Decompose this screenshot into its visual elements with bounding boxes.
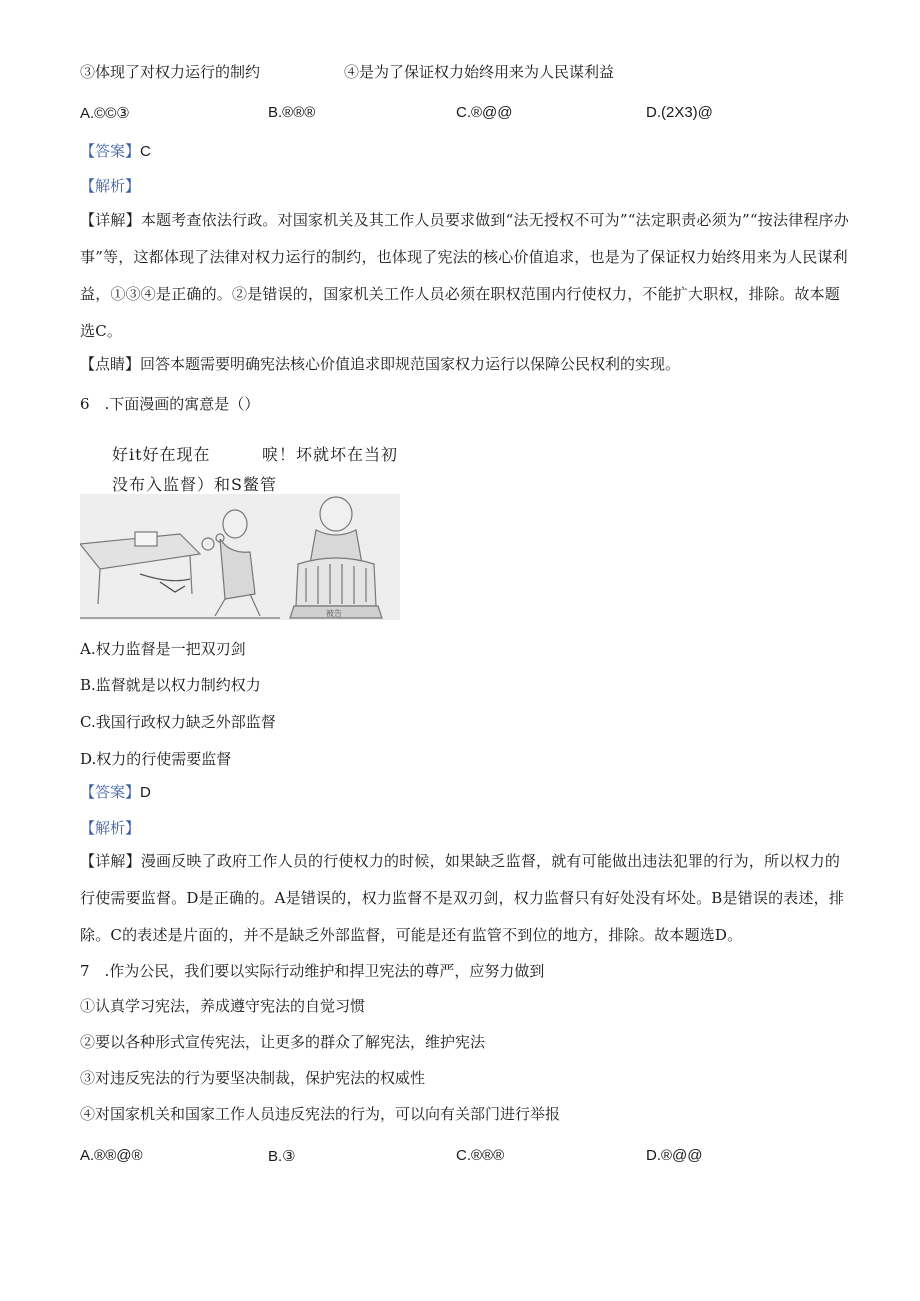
cartoon-caption-left: 好it好在现在 — [112, 445, 211, 464]
detail-text: 本题考查依法行政。对国家机关及其工作人员要求做到“法无授权不可为”“法定职责必须为”“按法律程序办事”等，这都体现了法律对权力运行的制约，也体现了宪法的核心价值追求，也是为了保证权力始终用来为人民谋利益，①③④是正确的。②是错误的，国家机关工作人员必须在职权范围内行使权力，不能扩大职权，排除。故本题选C。 — [80, 211, 849, 340]
answer-value: D — [140, 784, 151, 801]
cartoon-illustration — [80, 494, 400, 620]
q6-cartoon — [80, 436, 400, 620]
q5-statement-4: ④是为了保证权力始终用来为人民谋利益 — [344, 63, 615, 81]
q7-option-a: A.®®@® — [80, 1147, 143, 1164]
q7-option-b: B.③ — [268, 1148, 296, 1165]
detail-tag: 【详解】 — [80, 211, 141, 229]
q6-option-b: B.监督就是以权力制约权力 — [80, 676, 261, 694]
tip-text: 回答本题需要明确宪法核心价值追求即规范国家权力运行以保障公民权利的实现。 — [140, 355, 681, 373]
q7-option-d: D.®@@ — [646, 1147, 703, 1164]
q7-statement-2: ②要以各种形式宣传宪法，让更多的群众了解宪法，维护宪法 — [80, 1033, 486, 1051]
q6-option-a: A.权力监督是一把双刃剑 — [80, 640, 246, 658]
q5-tip — [80, 354, 680, 374]
answer-value: C — [140, 143, 151, 160]
detail-tag: 【详解】 — [80, 852, 141, 870]
cartoon-caption-right: 唳！坏就坏在当初 — [262, 445, 399, 464]
q5-option-d: D.(2X3)@ — [646, 104, 713, 121]
cartoon-caption-bottom: 没布入监督）和S鳖管 — [112, 475, 277, 494]
q7-statement-3: ③对违反宪法的行为要坚决制裁，保护宪法的权威性 — [80, 1069, 426, 1087]
q6-question: 6 .下面漫画的寓意是（） — [80, 395, 260, 413]
tip-tag: 【点睛】 — [80, 355, 141, 373]
q5-option-c: C.®@@ — [456, 104, 513, 121]
q6-option-c: C.我国行政权力缺乏外部监督 — [80, 713, 276, 731]
plaque-label: 被告 — [326, 609, 342, 618]
answer-tag: 【答案】 — [80, 142, 141, 160]
q7-question: 7 .作为公民，我们要以实际行动维护和捍卫宪法的尊严，应努力做到 — [80, 962, 545, 980]
q7-option-c: C.®®® — [456, 1147, 505, 1164]
q5-statement-3: ③体现了对权力运行的制约 — [80, 63, 261, 81]
q7-statement-1: ①认真学习宪法，养成遵守宪法的自觉习惯 — [80, 997, 366, 1015]
q7-statement-4: ④对国家机关和国家工作人员违反宪法的行为，可以向有关部门进行举报 — [80, 1105, 561, 1123]
q6-detail — [80, 843, 850, 954]
q5-detail — [80, 202, 850, 350]
q5-analysis-tag: 【解析】 — [80, 177, 141, 195]
q5-option-b: B.®®® — [268, 104, 316, 121]
q6-answer — [80, 782, 151, 803]
answer-tag: 【答案】 — [80, 783, 141, 801]
detail-text: 漫画反映了政府工作人员的行使权力的时候，如果缺乏监督，就有可能做出违法犯罪的行为，所以权力的行使需要监督。D是正确的。A是错误的，权力监督不是双刃剑，权力监督只有好处没有坏处。B是错误的表述，排除。C的表述是片面的，并不是缺乏外部监督，可能是还有监管不到位的地方，排除。故本题选D。 — [80, 852, 845, 944]
q6-option-d: D.权力的行使需要监督 — [80, 750, 232, 768]
q6-analysis-tag: 【解析】 — [80, 819, 141, 837]
q5-answer — [80, 141, 151, 162]
q5-option-a: A.©©③ — [80, 105, 130, 122]
